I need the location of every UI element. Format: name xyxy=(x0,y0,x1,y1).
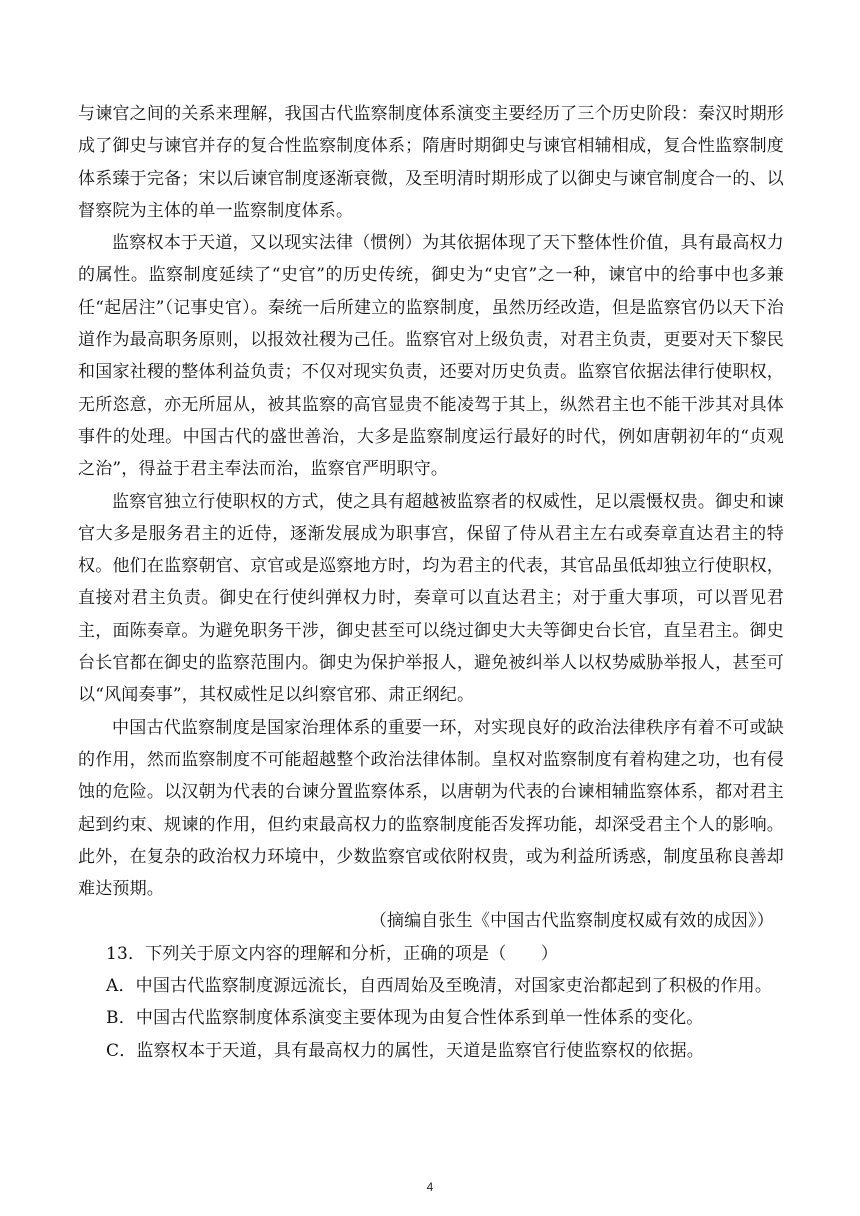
paragraph-independent-authority: 监察官独立行使职权的方式，使之具有超越被监察者的权威性，足以震慑权贵。御史和谏官大多是服务君主的近侍，逐渐发展成为职事宫，保留了侍从君主左右或奏章直达君主的特权。他们在监察朝官、京官或是巡察地方时，均为君主的代表，其官品虽低却独立行使职权，直接对君主负责。御史在行使纠弹权力时，奏章可以直达君主；对于重大事项，可以晋见君主，面陈奏章。为避免职务干涉，御史甚至可以绕过御史大夫等御史台长官，直呈君主。御史台长官都在御史的监察范围内。御史为保护举报人，避免被纠举人以权势威胁举报人，甚至可以“风闻奏事”，其权威性足以纠察官邪、肃正纲纪。 xyxy=(78,491,784,706)
answer-option-a: A．中国古代监察制度源远流长，自西周始及至晚清，对国家吏治都起到了积极的作用。 xyxy=(106,976,773,997)
paragraph-governance-limits: 中国古代监察制度是国家治理体系的重要一环，对实现良好的政治法律秩序有着不可或缺的作用，然而监察制度不可能超越整个政治法律体制。皇权对监察制度有着构建之功，也有侵蚀的危险。以汉朝为代表的台谏分置监察体系，以唐朝为代表的台谏相辅监察体系，都对君主起到约束、规谏的作用，但约束最高权力的监察制度能否发挥功能，却深受君主个人的影响。此外，在复杂的政治权力环境中，少数监察官或依附权贵，或为利益所诱惑，制度虽称良善却难达预期。 xyxy=(78,717,784,900)
question-stem: 13．下列关于原文内容的理解和分析，正确的项是（ ） xyxy=(106,943,559,964)
answer-option-b: B．中国古代监察制度体系演变主要体现为由复合性体系到单一性体系的变化。 xyxy=(106,1008,704,1029)
page-number: 4 xyxy=(426,1180,434,1194)
paragraph-continuation: 与谏官之间的关系来理解，我国古代监察制度体系演变主要经历了三个历史阶段：秦汉时期形成了御史与谏官并存的复合性监察制度体系；隋唐时期御史与谏官相辅相成，复合性监察制度体系臻于完备；宋以后谏官制度逐渐衰微，及至明清时期形成了以御史与谏官制度合一的、以督察院为主体的单一监察制度体系。 xyxy=(78,104,784,221)
paragraph-supervisory-power-source: 监察权本于天道，又以现实法律（惯例）为其依据体现了天下整体性价值，具有最高权力的属性。监察制度延续了“史官”的历史传统，御史为“史官”之一种，谏官中的给事中也多兼任“起居注”（记事史官）。秦统一后所建立的监察制度，虽然历经改造，但是监察官仍以天下治道作为最高职务原则，以报效社稷为己任。监察官对上级负责，对君主负责，更要对天下黎民和国家社稷的整体利益负责；不仅对现实负责，还要对历史负责。监察官依据法律行使职权，无所恣意，亦无所屈从，被其监察的高官显贵不能凌驾于其上，纵然君主也不能干涉其对具体事件的处理。中国古代的盛世善治，大多是监察制度运行最好的时代，例如唐朝初年的“贞观之治”，得益于君主奉法而治，监察官严明职守。 xyxy=(78,233,784,480)
article-content xyxy=(78,98,784,1067)
article-source: （摘编自张生《中国古代监察制度权威有效的成因》） xyxy=(369,911,774,932)
answer-option-c: C．监察权本于天道，具有最高权力的属性，天道是监察官行使监察权的依据。 xyxy=(106,1040,705,1061)
